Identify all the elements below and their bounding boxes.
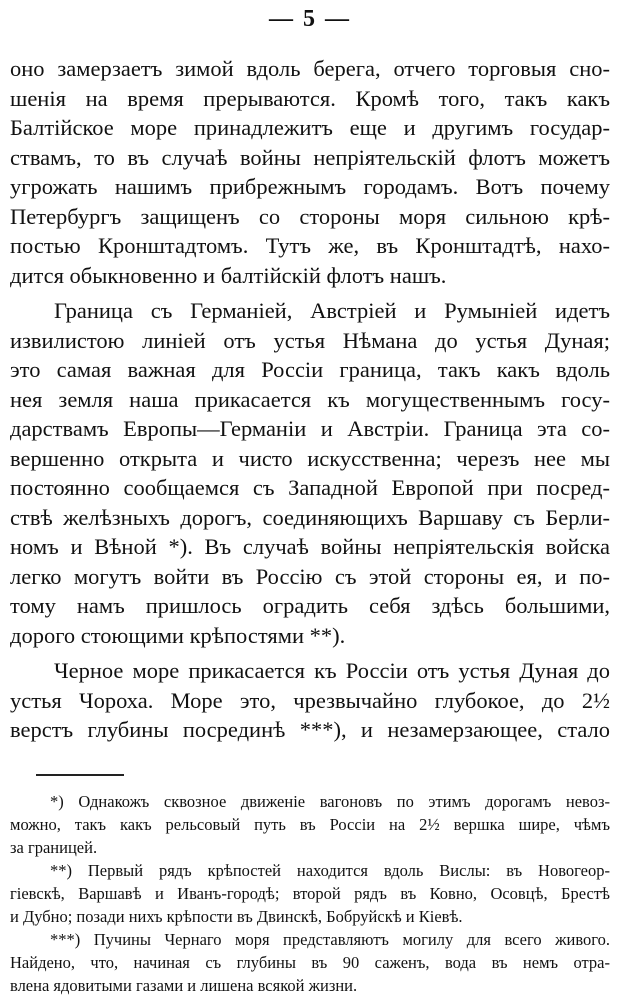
text-line: ствѣ желѣзныхъ дорогъ, соединяющихъ Варшаву съ Берли- xyxy=(10,504,610,530)
footnote-line: *) Однакожъ сквозное движеніе вагоновъ по этимъ дорогамъ невоз- xyxy=(50,792,610,811)
text-line: Балтійское море принадлежитъ еще и другимъ государ- xyxy=(10,115,610,140)
footnote-1 xyxy=(10,790,610,859)
text-line: Граница съ Германіей, Австріей и Румыніей идетъ xyxy=(54,298,610,323)
text-line: вершенно открыта и чисто искусственна; черезъ нее мы xyxy=(10,445,610,471)
text-line: ствамъ, то въ случаѣ войны непріятельскій флотъ можетъ xyxy=(10,144,610,170)
paragraph-3 xyxy=(10,656,610,745)
footnote-2 xyxy=(10,859,610,928)
footnote-line: **) Первый рядъ крѣпостей находится вдоль Вислы: въ Новогеор- xyxy=(50,861,610,880)
footnote-divider xyxy=(36,774,124,776)
text-line: дится обыкновенно и балтійскій флотъ нашъ. xyxy=(10,262,447,288)
text-line: дарствамъ Европы—Германіи и Австріи. Граница эта со- xyxy=(10,416,610,441)
text-line: легко могутъ войти въ Россію съ этой стороны ея, и по- xyxy=(10,563,610,589)
text-line: это самая важная для Россіи граница, такъ какъ вдоль xyxy=(10,357,610,382)
paragraph-2 xyxy=(10,296,610,650)
text-line: Черное море прикасается къ Россіи отъ устья Дуная до xyxy=(54,658,610,683)
text-line: извилистою линіей отъ устья Нѣмана до устья Дуная; xyxy=(10,327,610,353)
text-line: устья Чороха. Море это, чрезвычайно глубокое, до 2½ xyxy=(10,687,610,713)
text-line: угрожать нашимъ прибрежнымъ городамъ. Вотъ почему xyxy=(10,174,610,199)
footnote-line: и Дубно; позади нихъ крѣпости въ Двинскѣ, Бобруйскѣ и Кіевѣ. xyxy=(10,907,463,926)
text-line: шенія на время прерываются. Кромѣ того, такъ какъ xyxy=(10,85,610,111)
text-line: постью Кронштадтомъ. Тутъ же, въ Кронштадтѣ, нахо- xyxy=(10,233,610,258)
main-text xyxy=(10,54,610,745)
footnote-line: можно, такъ какъ рельсовый путь въ Россіи на 2½ вершка шире, чѣмъ xyxy=(10,815,610,834)
page-number: — 5 — xyxy=(269,6,351,32)
text-line: номъ и Вѣной *). Въ случаѣ войны непріятельскія войска xyxy=(10,534,610,559)
footnote-line: Найдено, что, начиная съ глубины въ 90 саженъ, вода въ немъ отра- xyxy=(10,953,610,972)
footnotes xyxy=(10,790,610,997)
footnote-line: гіевскѣ, Варшавѣ и Иванъ-городѣ; второй рядъ въ Ковно, Осовцѣ, Брестѣ xyxy=(10,884,610,903)
footnote-line: ***) Пучины Чернаго моря представляютъ могилу для всего живого. xyxy=(50,930,610,949)
text-line: нея земля наша прикасается къ могущественнымъ госу- xyxy=(10,386,610,412)
footnote-line: за границей. xyxy=(10,838,98,857)
text-line: постоянно сообщаемся съ Западной Европой при посред- xyxy=(10,475,610,500)
text-line: верстъ глубины посрединѣ ***), и незамерзающее, стало xyxy=(10,717,610,742)
text-line: оно замерзаетъ зимой вдоль берега, отчего торговыя сно- xyxy=(10,56,610,81)
text-line: тому намъ пришлось оградить себя здѣсь большими, xyxy=(10,593,610,618)
footnote-3 xyxy=(10,928,610,997)
text-line: дорого стоющими крѣпостями **). xyxy=(10,622,346,648)
footnote-line: влена ядовитыми газами и лишена всякой жизни. xyxy=(10,976,358,995)
text-line: Петербургъ защищенъ со стороны моря сильною крѣ- xyxy=(10,203,610,229)
paragraph-1 xyxy=(10,54,610,290)
